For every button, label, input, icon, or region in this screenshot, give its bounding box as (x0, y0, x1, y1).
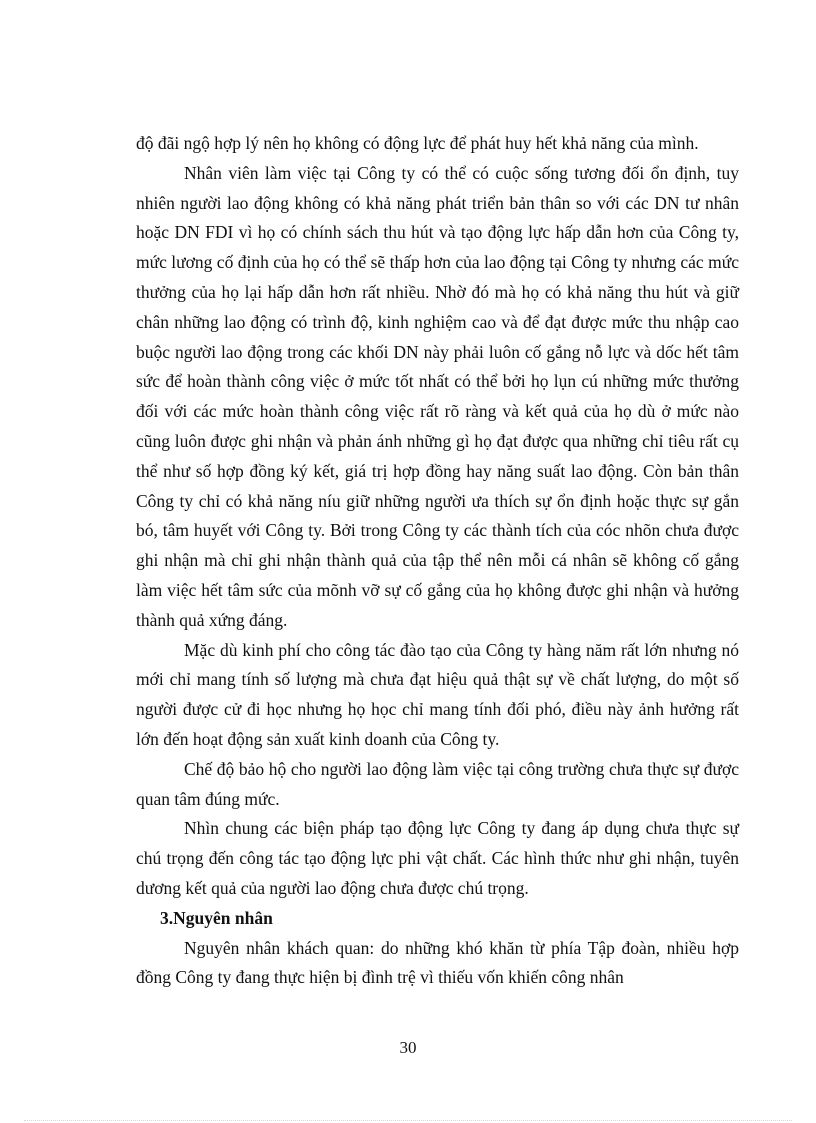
paragraph-labor-protection: Chế độ bảo hộ cho người lao động làm việc tại công trường chưa thực sự được quan tâm đúng mức. (136, 758, 739, 809)
page-bottom-divider (24, 1120, 792, 1121)
page-number: 30 (399, 1038, 417, 1057)
paragraph-employee-life: Nhân viên làm việc tại Công ty có thể có cuộc sống tương đối ổn định, tuy nhiên người lao động không có khả năng phát triển bản thân so với các DN tư nhân hoặc DN FDI vì họ có chính sách thu hút và tạo động lực hấp dẫn hơn của Công ty, mức lương cố định của họ có thể sẽ thấp hơn của lao động tại Công ty nhưng các mức thưởng của họ lại hấp dẫn hơn rất nhiều. Nhờ đó mà họ có khả năng thu hút và giữ chân những lao động có trình độ, kinh nghiệm cao và để đạt được mức thu nhập cao buộc người lao động trong các khối DN này phải luôn cố gắng nỗ lực và dốc hết tâm sức để hoàn thành công việc ở mức tốt nhất có thể bởi họ lụn cú những mức thưởng đối với các mức hoàn thành công việc rất rõ ràng và kết quả của họ dù ở mức nào cũng luôn được ghi nhận và phản ánh những gì họ đạt được qua những chỉ tiêu rất cụ thể như số hợp đồng ký kết, giá trị hợp đồng hay năng suất lao động. Còn bản thân Công ty chỉ có khả năng níu giữ những người ưa thích sự ổn định hoặc thực sự gắn bó, tâm huyết với Công ty. Bởi trong Công ty các thành tích của cóc nhõn chưa được ghi nhận mà chỉ ghi nhận thành quả của tập thể nên mỗi cá nhân sẽ không cố gắng làm việc hết tâm sức của mõnh vỡ sự cố gắng của họ không được ghi nhận và hưởng thành quả xứng đáng. (136, 162, 739, 630)
paragraph-training-budget: Mặc dù kinh phí cho công tác đào tạo của Công ty hàng năm rất lớn nhưng nó mới chỉ mang tính số lượng mà chưa đạt hiệu quả thật sự về chất lượng, do một số người được cử đi học nhưng họ học chỉ mang tính đối phó, điều này ảnh hưởng rất lớn đến hoạt động sản xuất kinh doanh của Công ty. (136, 639, 739, 749)
paragraph-causes: Nguyên nhân khách quan: do những khó khăn từ phía Tập đoàn, nhiều hợp đồng Công ty đang thực hiện bị đình trệ vì thiếu vốn khiến công nhân (136, 937, 739, 988)
section-heading: 3.Nguyên nhân (160, 907, 273, 928)
paragraph-motivation-summary: Nhìn chung các biện pháp tạo động lực Công ty đang áp dụng chưa thực sự chú trọng đến công tác tạo động lực phi vật chất. Các hình thức như ghi nhận, tuyên dương kết quả của người lao động chưa được chú trọng. (136, 818, 739, 898)
paragraph-continuation: độ đãi ngộ hợp lý nên họ không có động lực để phát huy hết khả năng của mình. (136, 133, 699, 153)
document-body (136, 129, 739, 993)
